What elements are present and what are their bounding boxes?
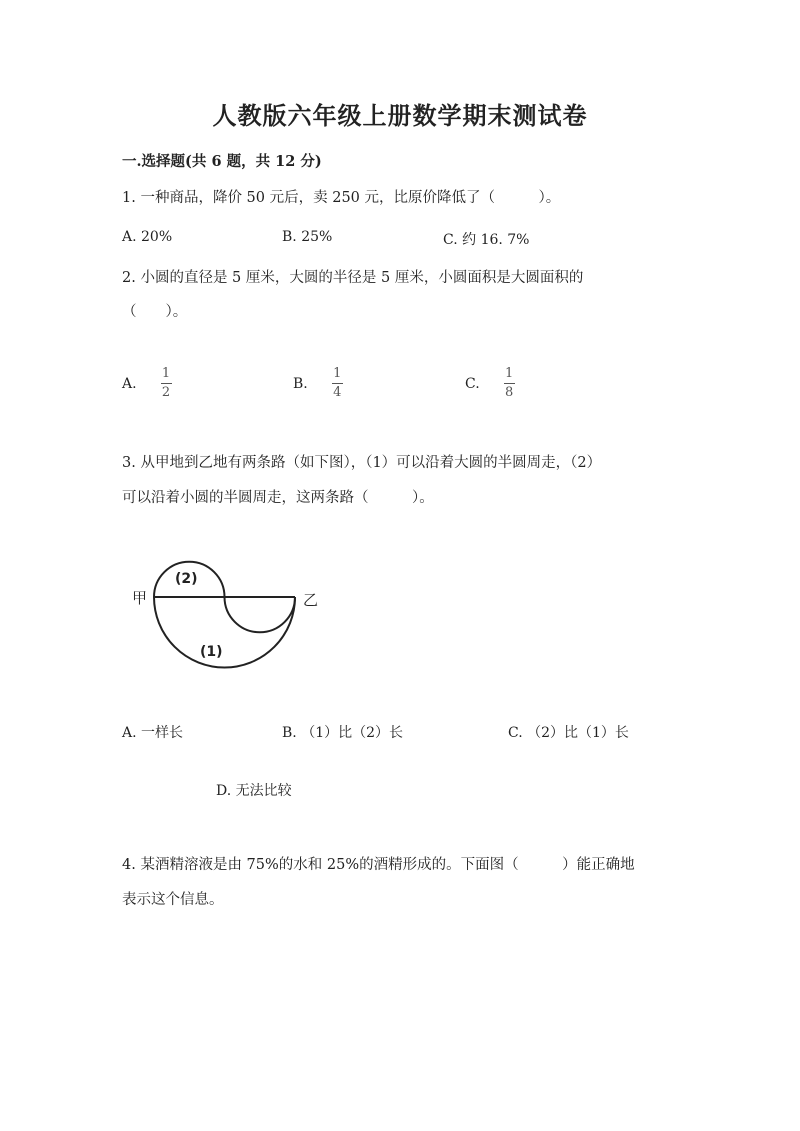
question-2-option-c [465,367,515,400]
question-1-option-a: A. 20% [122,229,173,245]
option-letter: B. [293,375,308,392]
large-semicircle-path [154,597,295,668]
question-2-text-line1: 2. 小圆的直径是 5 厘米，大圆的半径是 5 厘米，小圆面积是大圆面积的 [122,270,584,286]
fraction-numerator: 1 [333,366,342,381]
option-letter: A. [122,375,137,392]
question-3-option-b: B. （1）比（2）长 [282,725,404,741]
question-3-text-line1: 3. 从甲地到乙地有两条路（如下图），（1）可以沿着大圆的半圆周走，（2） [122,455,602,471]
fraction-bar [504,383,515,384]
fraction-bar [332,383,343,384]
label-path-2: (2) [175,571,198,587]
small-semicircle-path-lower [225,597,296,632]
question-3-option-d: D. 无法比较 [216,783,292,799]
question-3-option-a: A. 一样长 [122,725,184,741]
question-2-option-b [293,367,343,400]
section-heading: 一.选择题(共 6 题，共 12 分) [122,153,322,170]
question-1-option-b: B. 25% [282,229,333,245]
label-start: 甲 [132,589,148,607]
fraction [332,367,343,400]
page-title: 人教版六年级上册数学期末测试卷 [212,101,588,130]
semicircle-paths-figure [120,540,330,685]
label-end: 乙 [303,591,319,609]
question-2-option-a [122,367,172,400]
fraction-numerator: 1 [161,366,171,381]
question-4-text-line1: 4. 某酒精溶液是由 75%的水和 25%的酒精形成的。下面图（ ）能正确地 [122,857,635,873]
question-3-option-c: C. （2）比（1）长 [508,725,629,741]
fraction [161,367,172,400]
question-3-text-line2: 可以沿着小圆的半圆周走，这两条路（ ）。 [122,490,434,506]
question-1-option-c: C. 约 16. 7% [443,232,530,248]
question-4-text-line2: 表示这个信息。 [122,892,224,908]
fraction-denominator: 4 [333,385,342,400]
option-letter: C. [465,375,480,392]
label-path-1: (1) [200,644,223,660]
fraction-denominator: 8 [505,385,514,400]
fraction-numerator: 1 [505,366,514,381]
fraction-bar [161,383,172,384]
fraction-denominator: 2 [161,385,171,400]
question-1-text: 1. 一种商品，降价 50 元后，卖 250 元，比原价降低了（ ）。 [122,190,561,206]
question-2-text-line2: （ ）。 [122,304,188,320]
fraction [504,367,515,400]
